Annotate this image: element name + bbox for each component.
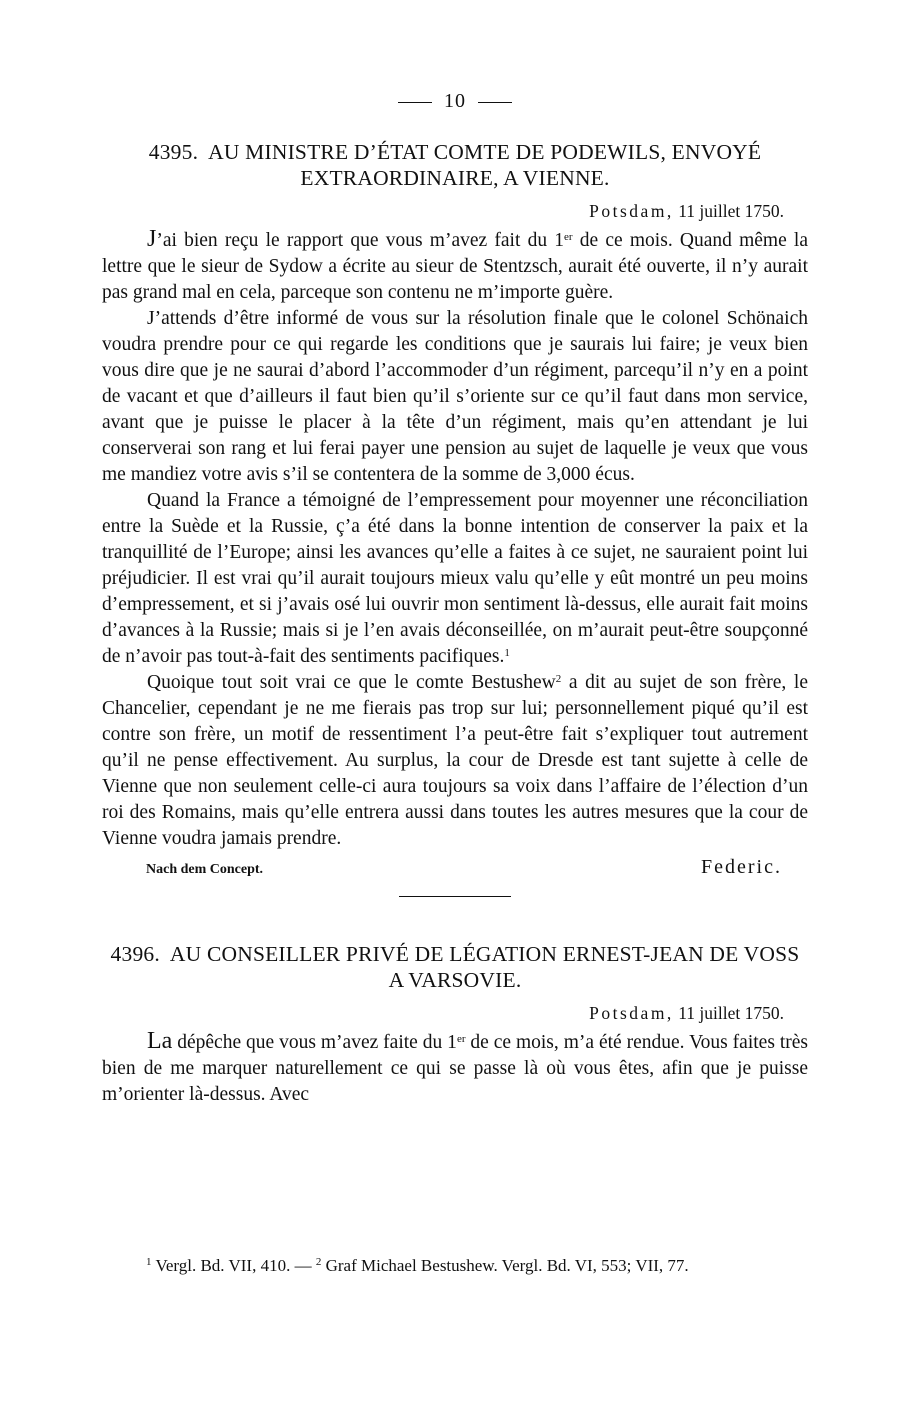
initial-letter: J [147, 226, 157, 252]
letter-number: 4396. [110, 942, 160, 966]
superscript: er [456, 1033, 466, 1045]
date-text: 11 juillet 1750. [678, 1003, 784, 1023]
date-place: Potsdam, [589, 201, 674, 221]
letter-title: AU CONSEILLER PRIVÉ DE LÉGATION ERNEST-JEAN DE VOSS A VARSOVIE. [169, 942, 800, 992]
letter-title: AU MINISTRE D’ÉTAT COMTE DE PODEWILS, ENVOYÉ EXTRAORDINAIRE, A VIENNE. [208, 140, 762, 190]
source-note: Nach dem Concept. [146, 862, 264, 877]
dateline [102, 201, 784, 222]
footnote-marker: 1 [504, 647, 510, 659]
paragraph [102, 1028, 808, 1108]
paragraph [102, 488, 808, 670]
paragraph-text: a dit au sujet de son frère, le Chancelier, cependant je ne me fierais pas trop sur lui; personnellement piqué qu’il est contre son frère, un motif de ressentiment l’a peut-être fait s’expliquer tout autrement qu’il ne pense effectivement. Au surplus, la cour de Dresde est tant sujette à celle de Vienne que non seulement celle-ci aura toujours sa voix dans l’affaire de l’élection d’un roi des Romains, mais qu’elle entrera aussi dans toutes les autres mesures que la cour de Vienne voudra jamais prendre. [102, 672, 808, 849]
page-body [102, 90, 808, 1108]
footnote-text: Graf Michael Bestushew. Vergl. Bd. VI, 553; VII, 77. [321, 1256, 689, 1275]
paragraph-text: Quoique tout soit vrai ce que le comte Bestushew [147, 672, 556, 693]
page-number-dash [478, 102, 512, 103]
initial-letter: La [147, 1028, 173, 1054]
footnote-line [102, 1253, 808, 1279]
signature-row [102, 856, 808, 888]
footnote-number: 1 [146, 1256, 152, 1268]
paragraph [102, 670, 808, 852]
dateline [102, 1003, 784, 1024]
letter-heading [102, 139, 808, 191]
letter-heading [102, 941, 808, 993]
date-text: 11 juillet 1750. [678, 201, 784, 221]
paragraph-text: dépêche que vous m’avez faite du 1 [172, 1032, 457, 1053]
paragraph-text: ’ai bien reçu le rapport que vous m’avez fait du 1 [156, 230, 565, 251]
footnote-text: Vergl. Bd. VII, 410. — [151, 1256, 316, 1275]
page-number-dash [398, 102, 432, 103]
page-number-value: 10 [444, 90, 466, 112]
paragraph-text: Quand la France a témoigné de l’empressement pour moyenner une réconciliation entre la Suède et la Russie, ç’a été dans la bonne intention de conserver la paix et la tranquillité de l’Europe; ainsi les avances qu’elle a faites à ce sujet, ne sauraient point lui préjudicier. Il est vrai qu’il aurait toujours mieux valu qu’elle y eût montré un peu moins d’empressement, et si j’avais osé lui ouvrir mon sentiment là-dessus, elle aurait fait moins d’avances à la Russie; mais si je l’en avais déconseillée, on m’aurait peut-être soupçonné de n’avoir pas tout-à-fait des sentiments pacifiques. [102, 490, 808, 667]
superscript: er [564, 231, 573, 243]
section-divider [399, 896, 511, 897]
footnote-number: 2 [315, 1256, 322, 1268]
paragraph [102, 226, 808, 306]
footnote-marker: 2 [555, 673, 562, 685]
letter-number: 4395. [148, 140, 199, 164]
paragraph-text: de ce mois, m’a été rendue. Vous faites très bien de me marquer naturellement ce qui se passe là où vous êtes, afin que je puisse m’orienter là-dessus. Avec [102, 1032, 808, 1105]
page-number [102, 90, 808, 113]
footnotes [102, 1253, 808, 1279]
signature: Federic. [701, 856, 782, 878]
paragraph: J’attends d’être informé de vous sur la résolution finale que le colonel Schönaich voudra prendre pour ce qui regarde les conditions que je saurais lui faire; je veux bien vous dire que je ne saurai d’abord l’accommoder d’un régiment, parcequ’il n’y en a point de vacant et que d’ailleurs il faut bien qu’il s’oriente sur ce qu’il faut dans mon service, avant que je puisse le placer à la tête d’un régiment, mais qu’en attendant je lui conserverai son rang et lui ferai payer une pension au sujet de laquelle je veux que vous me mandiez votre avis s’il se contentera de la somme de 3,000 écus. [102, 308, 808, 485]
date-place: Potsdam, [589, 1003, 674, 1023]
paragraph-text: de ce mois. Quand même la lettre que le sieur de Sydow a écrite au sieur de Stentzsch, aurait été ouverte, il n’y aurait pas grand mal en cela, parceque son contenu ne m’importe guère. [102, 230, 808, 303]
